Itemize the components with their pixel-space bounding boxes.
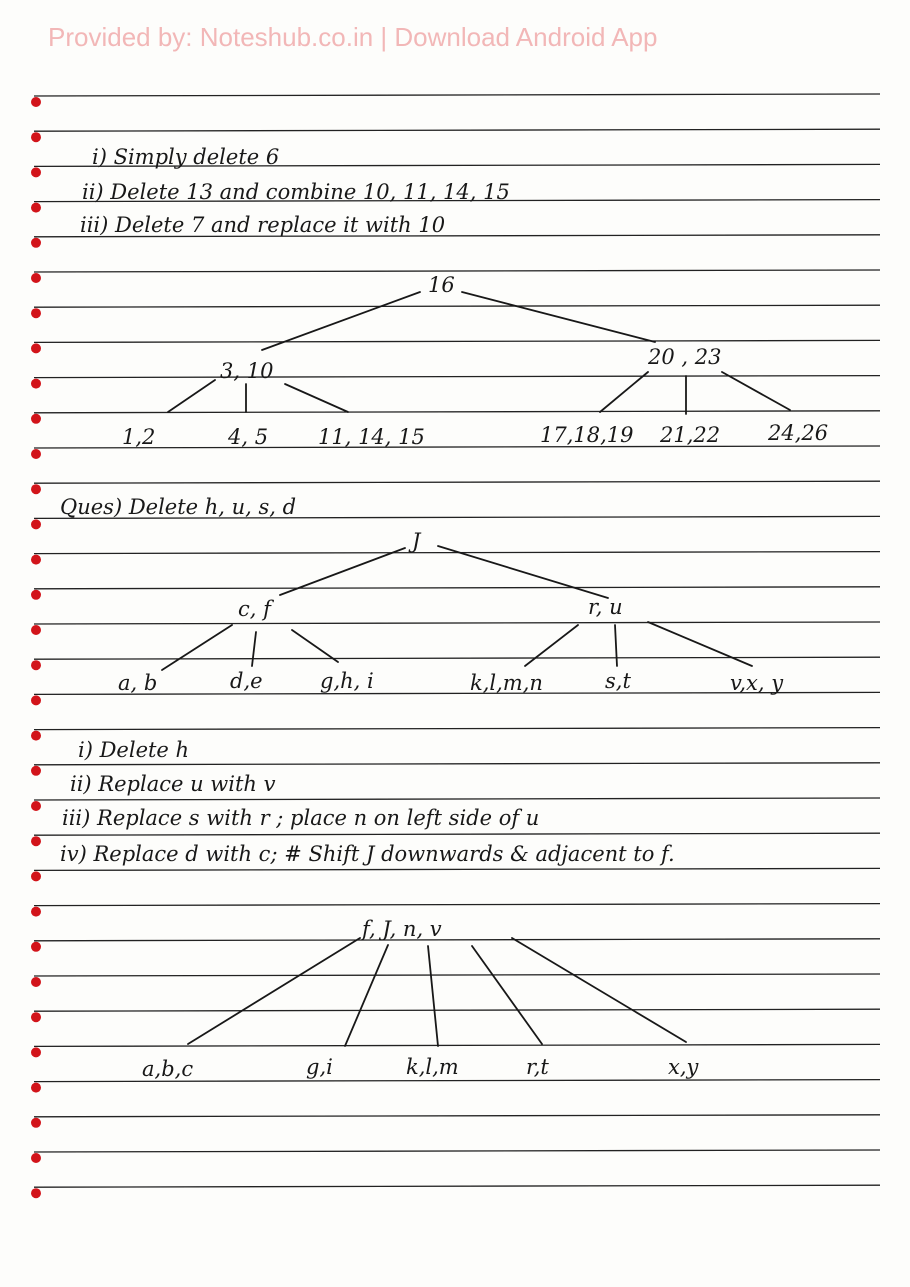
step-text: iii) Replace s with r ; place n on left side of u (62, 806, 540, 830)
watermark-banner: Provided by: Noteshub.co.in | Download Android App (48, 22, 658, 52)
tree-edge (292, 630, 338, 662)
tree2-nodes (118, 529, 784, 695)
leaf-node: g,i (306, 1055, 333, 1079)
leaf-node: r,t (526, 1055, 549, 1079)
leaf-node: 24,26 (768, 421, 829, 445)
tree-edge (262, 292, 420, 350)
tree-edge (345, 945, 388, 1046)
leaf-node: 17,18,19 (540, 423, 634, 447)
leaf-node: 21,22 (660, 423, 721, 447)
tree-edge (168, 380, 215, 412)
tree-edge (252, 632, 256, 666)
leaf-node: s,t (605, 669, 631, 693)
tree-edge (438, 546, 608, 598)
internal-node: 20 , 23 (648, 345, 722, 369)
leaf-node: x,y (668, 1055, 699, 1079)
leaf-node: a,b,c (142, 1057, 194, 1081)
internal-node: c, f (238, 597, 271, 621)
root-node: 16 (428, 273, 455, 297)
tree-edge (600, 372, 648, 412)
tree-edge (428, 946, 438, 1046)
step-text: iii) Delete 7 and replace it with 10 (80, 213, 446, 237)
tree-edge (162, 625, 232, 670)
step-text: i) Delete h (78, 738, 190, 762)
tree-edge (722, 372, 790, 410)
leaf-node: 11, 14, 15 (318, 425, 425, 449)
leaf-node: d,e (230, 669, 263, 693)
step-text: ii) Delete 13 and combine 10, 11, 14, 15 (82, 180, 510, 204)
leaf-node: k,l,m (406, 1055, 459, 1079)
leaf-node: k,l,m,n (470, 671, 543, 695)
tree3-nodes (142, 917, 700, 1081)
question-text: Ques) Delete h, u, s, d (60, 495, 297, 519)
tree-edge (525, 625, 578, 666)
tree3-edges (188, 938, 686, 1046)
tree1-nodes (122, 273, 828, 449)
root-node: J (412, 529, 421, 553)
tree-edge (462, 292, 655, 342)
leaf-node: a, b (118, 671, 158, 695)
tree-edge (648, 622, 752, 666)
tree-edge (188, 938, 360, 1044)
leaf-node: 1,2 (122, 425, 156, 449)
step-text: iv) Replace d with c; # Shift J downwards & adjacent to f. (60, 842, 675, 866)
step-text: ii) Replace u with v (70, 772, 276, 796)
internal-node: 3, 10 (220, 359, 274, 383)
leaf-node: v,x, y (730, 671, 784, 695)
leaf-node: 4, 5 (228, 425, 269, 449)
tree-edge (285, 384, 348, 412)
tree-edge (615, 625, 617, 666)
leaf-node: g,h, i (320, 669, 374, 693)
internal-node: r, u (588, 595, 623, 619)
tree-edge (472, 946, 542, 1044)
step-text: i) Simply delete 6 (92, 145, 280, 169)
tree-edge (512, 938, 686, 1042)
root-node: f, J, n, v (362, 917, 442, 941)
tree-edge (280, 548, 405, 595)
